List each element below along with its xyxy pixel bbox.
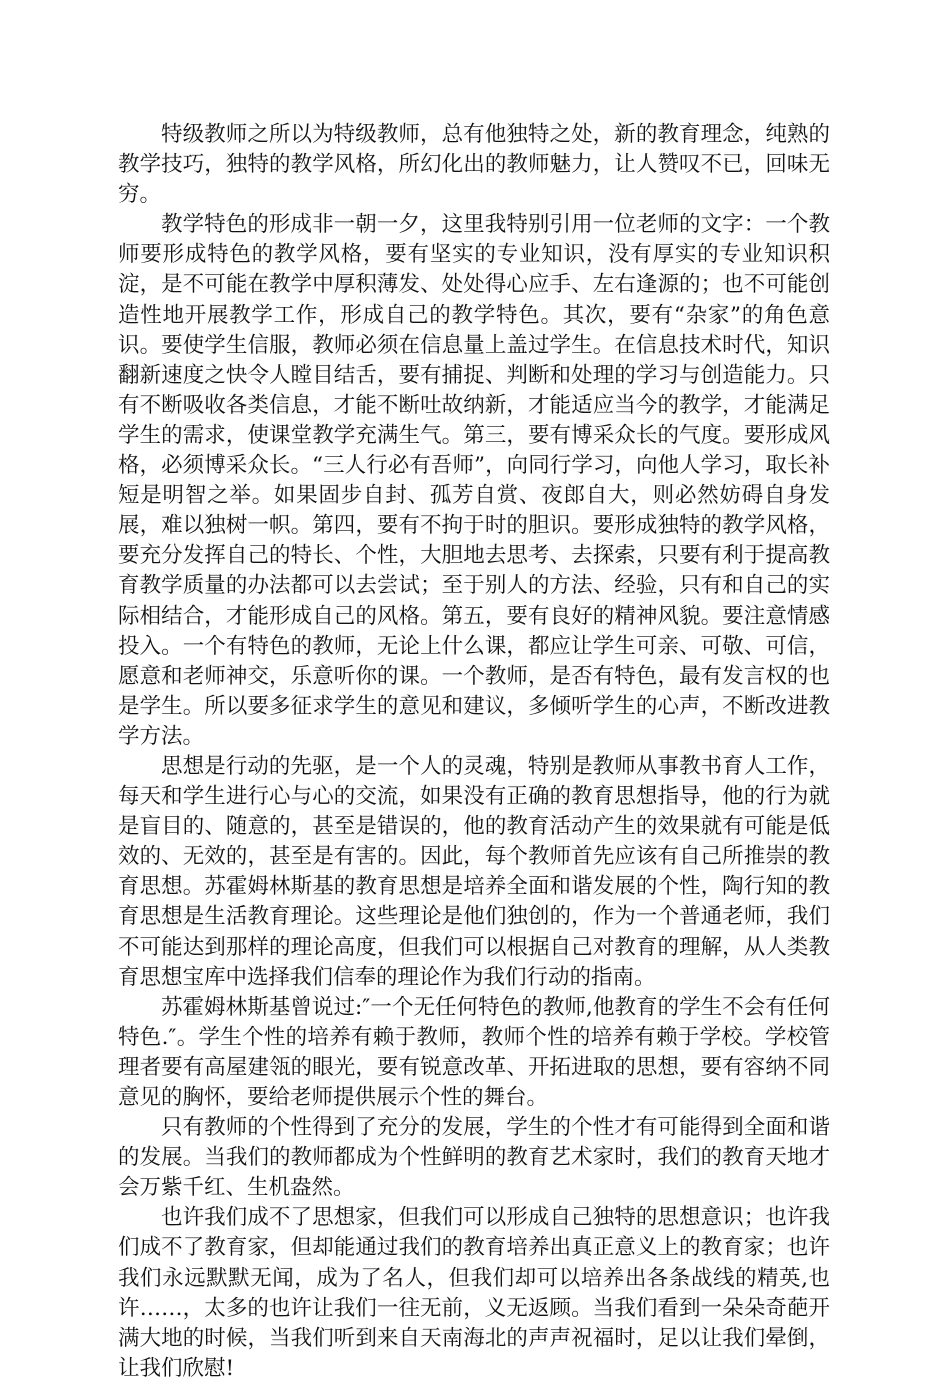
paragraph-5: 只有教师的个性得到了充分的发展，学生的个性才有可能得到全面和谐的发展。当我们的教师都成为个性鲜明的教育艺术家时，我们的教育天地才会万紫千红、生机盎然。 [118,1115,830,1201]
paragraph-3: 思想是行动的先驱，是一个人的灵魂，特别是教师从事教书育人工作，每天和学生进行心与心的交流，如果没有正确的教育思想指导，他的行为就是盲目的、随意的，甚至是错误的，他的教育活动产生的效果就有可能是低效的、无效的，甚至是有害的。因此，每个教师首先应该有自己所推崇的教育思想。苏霍姆林斯基的教育思想是培养全面和谐发展的个性，陶行知的教育思想是生活教育理论。这些理论是他们独创的，作为一个普通老师，我们不可能达到那样的理论高度，但我们可以根据自己对教育的理解，从人类教育思想宝库中选择我们信奉的理论作为我们行动的指南。 [118,753,830,990]
paragraph-6: 也许我们成不了思想家，但我们可以形成自己独特的思想意识；也许我们成不了教育家，但却能通过我们的教育培养出真正意义上的教育家；也许我们永远默默无闻，成为了名人，但我们却可以培养出各条战线的精英,也许……，太多的也许让我们一往无前，义无返顾。当我们看到一朵朵奇葩开满大地的时候，当我们听到来自天南海北的声声祝福时，足以让我们晕倒，让我们欣慰! [118,1205,830,1381]
paragraph-2: 教学特色的形成非一朝一夕，这里我特别引用一位老师的文字：一个教师要形成特色的教学风格，要有坚实的专业知识，没有厚实的专业知识积淀，是不可能在教学中厚积薄发、处处得心应手、左右逢源的；也不可能创造性地开展教学工作，形成自己的教学特色。其次，要有“杂家”的角色意识。要使学生信服，教师必须在信息量上盖过学生。在信息技术时代，知识翻新速度之快令人瞠目结舌，要有捕捉、判断和处理的学习与创造能力。只有不断吸收各类信息，才能不断吐故纳新，才能适应当今的教学，才能满足学生的需求，使课堂教学充满生气。第三，要有博采众长的气度。要形成风格，必须博采众长。“三人行必有吾师”，向同行学习，向他人学习，取长补短是明智之举。如果固步自封、孤芳自赏、夜郎自大，则必然妨碍自身发展，难以独树一帜。第四，要有不拘于时的胆识。要形成独特的教学风格，要充分发挥自己的特长、个性，大胆地去思考、去探索，只要有利于提高教育教学质量的办法都可以去尝试；至于别人的方法、经验，只有和自己的实际相结合，才能形成自己的风格。第五，要有良好的精神风貌。要注意情感投入。一个有特色的教师，无论上什么课，都应让学生可亲、可敬、可信，愿意和老师神交，乐意听你的课。一个教师，是否有特色，最有发言权的也是学生。所以要多征求学生的意见和建议，多倾听学生的心声，不断改进教学方法。 [118,212,830,749]
paragraph-4: 苏霍姆林斯基曾说过:″一个无任何特色的教师,他教育的学生不会有任何特色.″。学生个性的培养有赖于教师，教师个性的培养有赖于学校。学校管理者要有高屋建瓴的眼光，要有锐意改革、开拓进取的思想，要有容纳不同意见的胸怀，要给老师提供展示个性的舞台。 [118,994,830,1110]
paragraph-1: 特级教师之所以为特级教师，总有他独特之处，新的教育理念，纯熟的教学技巧，独特的教学风格，所幻化出的教师魅力，让人赞叹不已，回味无穷。 [118,122,830,208]
document-body [118,120,830,1384]
